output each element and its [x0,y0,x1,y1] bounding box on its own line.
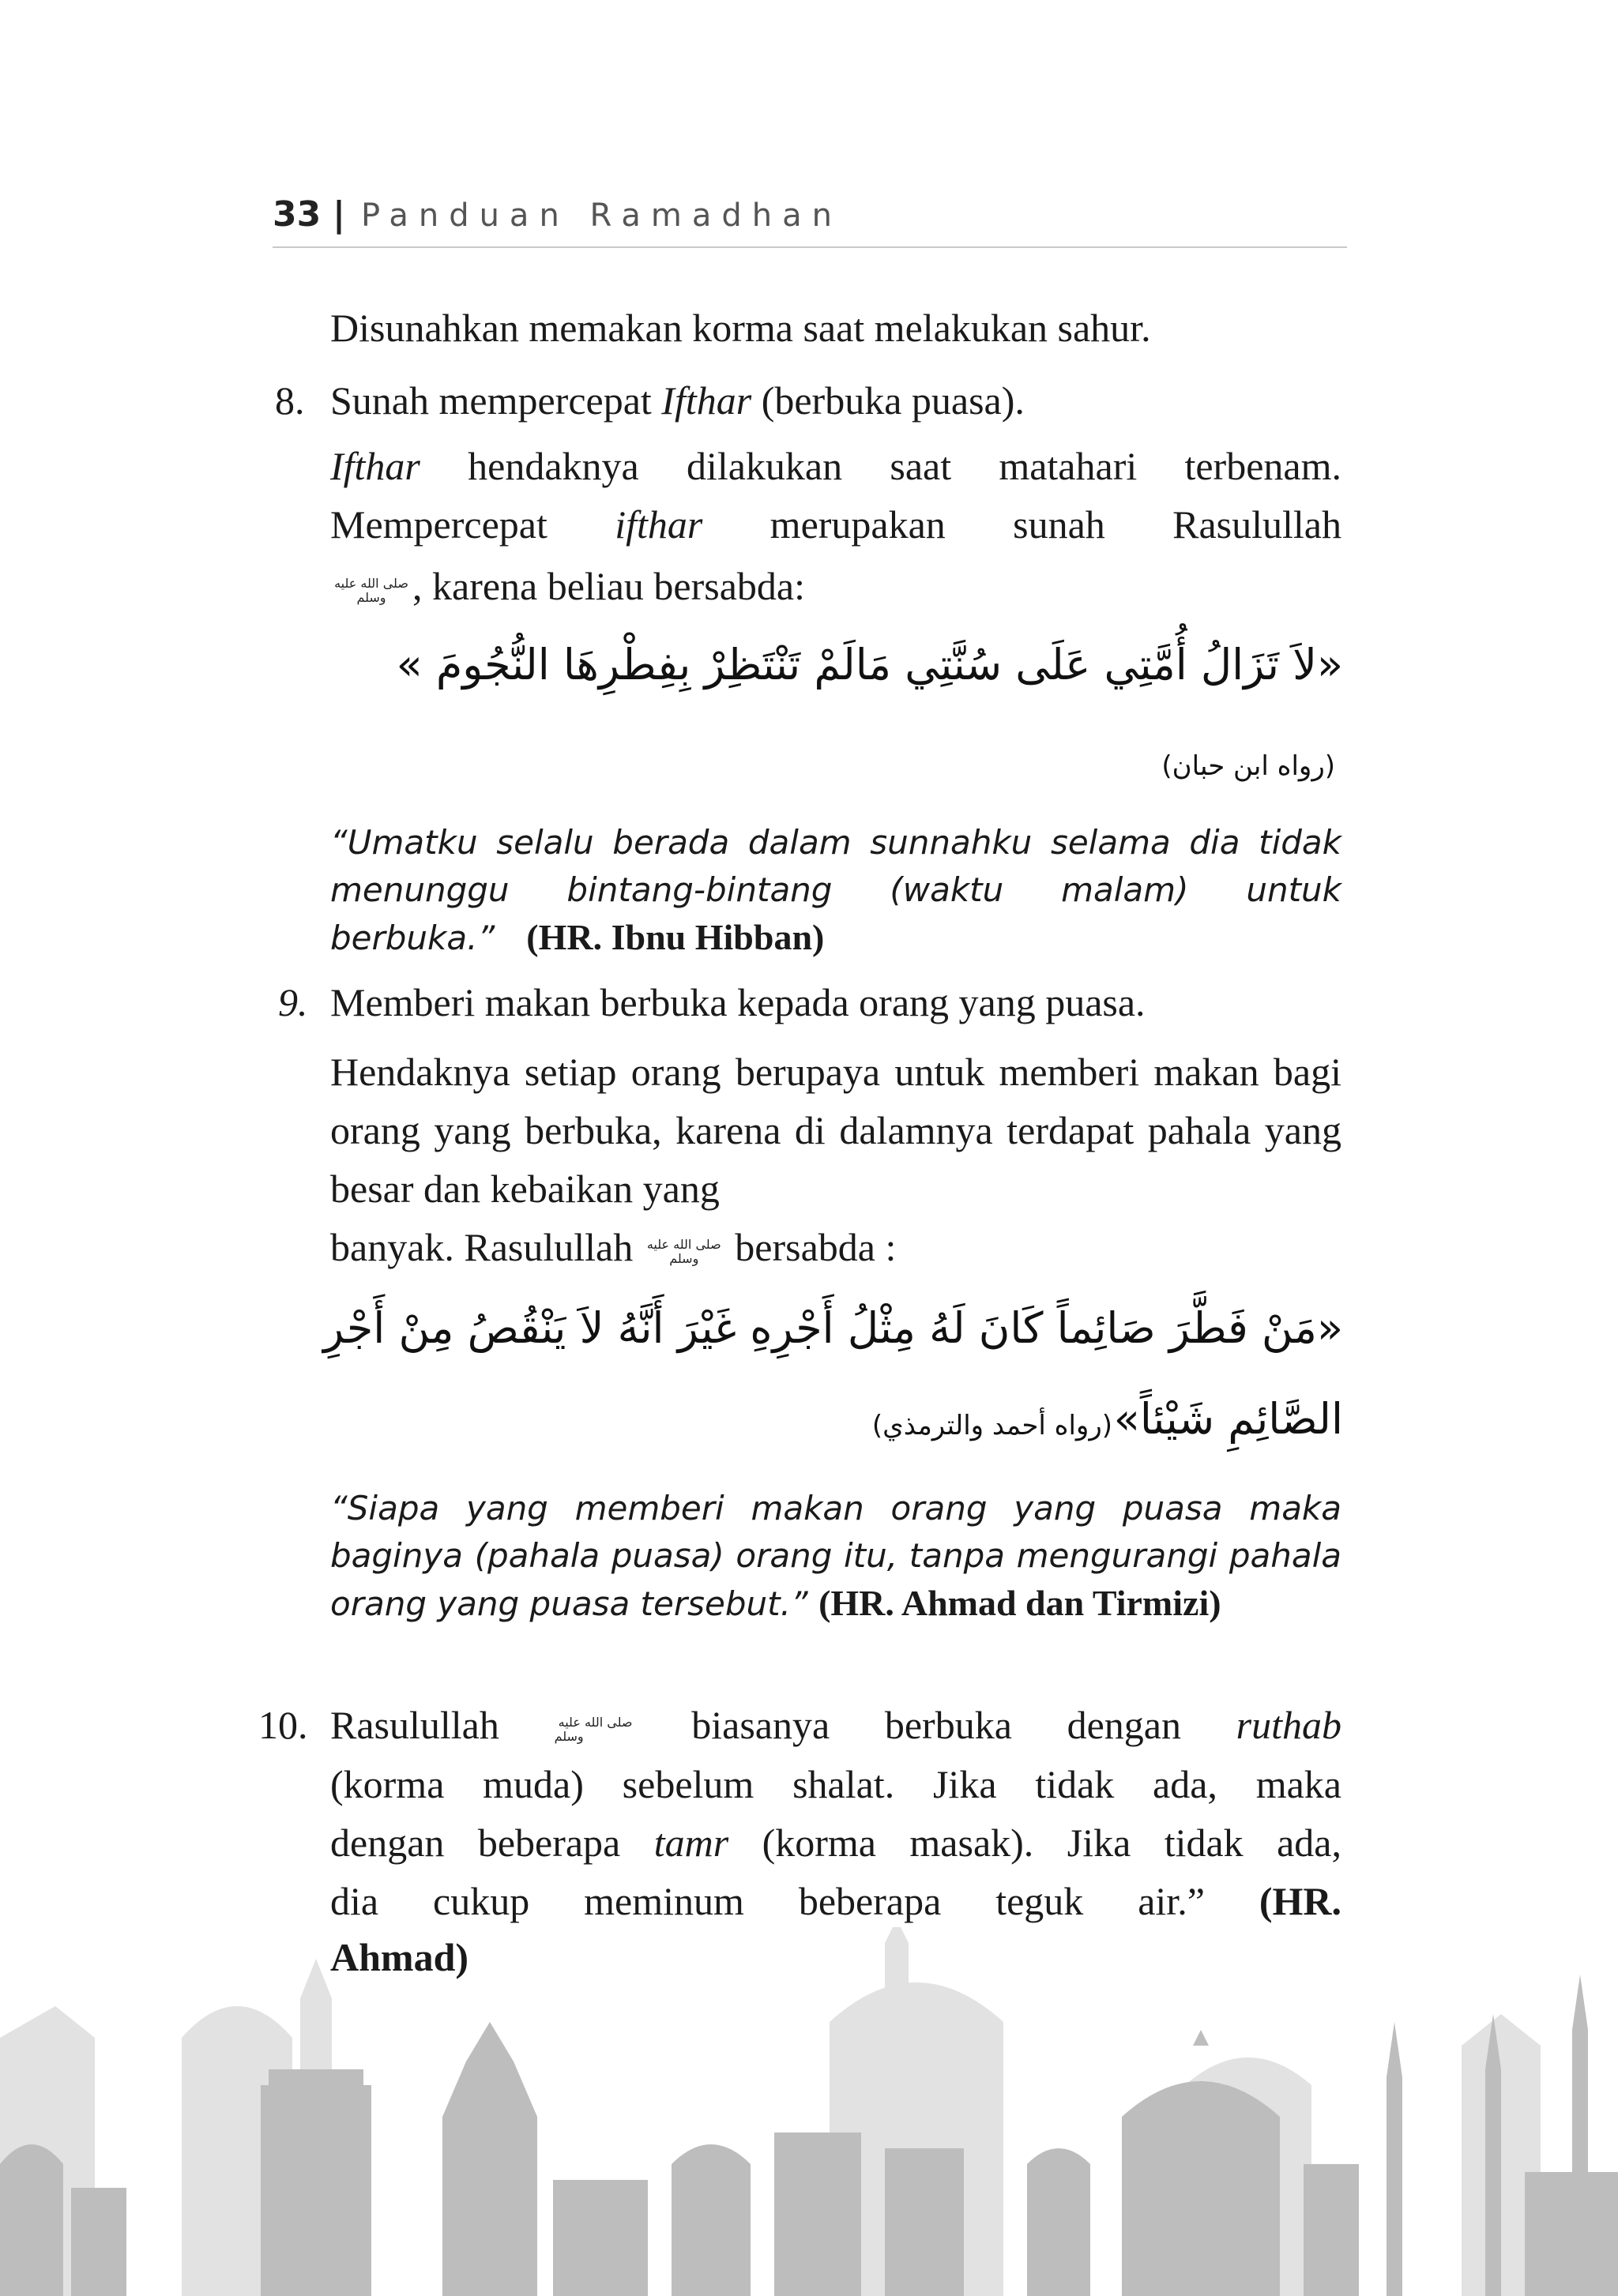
item-10-line-4 [330,1872,1341,1930]
item-8-body-line-2 [330,495,1341,554]
item-9-hadith-arabic-line-2: الصَّائِمِ شَيْئاً» [1113,1394,1343,1444]
item-8-body-italic-1: Ifthar [330,444,420,488]
item-8-body-pre-2: Mempercepat [330,502,615,547]
item-8-body-line-1 [330,437,1341,495]
item-9-body-end [330,1218,1341,1276]
item-8-body-rest-1: hendaknya dilakukan saat matahari terbenam. [420,444,1341,488]
item-9-narrator-arabic: (رواه أحمد والترمذي) [871,1410,1112,1441]
item-10-line-3-italic: tamr [653,1821,729,1865]
item-10-line-3-post: (korma masak). Jika tidak ada, [728,1821,1342,1865]
item-10-line-5-ref: Ahmad) [330,1935,469,1979]
item-9-translation-ref: (HR. Ahmad dan Tirmizi) [818,1583,1221,1623]
saw-honorific-2: صلى الله عليه وسلم [646,1236,721,1266]
item-10-line-3 [330,1813,1341,1872]
header-separator: | [333,194,346,235]
item-9-body-end-pre: banyak. Rasulullah [330,1225,634,1269]
page-header [273,194,1347,250]
header-divider [273,246,1347,248]
item-9-translation-text: “Siapa yang memberi makan orang yang puasa maka baginya (pahala puasa) orang itu, tanpa mengurangi pahala orang yang puasa tersebut.” [330,1489,1341,1623]
item-8-heading-text: Sunah mempercepat [330,378,662,423]
item-8-body-text-3: , karena beliau bersabda: [412,564,805,608]
page-number: 33 [273,194,322,235]
item-8-body-italic-2: ifthar [615,502,703,547]
item-8-heading-italic: Ifthar [661,378,752,423]
city-skyline-illustration [0,1927,1618,2296]
intro-line: Disunahkan memakan korma saat melakukan sahur. [330,306,1151,350]
item-9-heading: Memberi makan berbuka kepada orang yang puasa. [330,980,1146,1024]
item-8-translation-text: “Umatku selalu berada dalam sunnahku selama dia tidak menunggu bintang-bintang (waktu malam) untuk berbuka.” [330,823,1341,957]
item-8-translation-ref: (HR. Ibnu Hibban) [526,917,825,957]
item-8-translation [330,819,1341,962]
item-8-body-post-2: merupakan sunah Rasulullah [702,502,1341,547]
item-10-line-2: (korma muda) sebelum shalat. Jika tidak ada, maka [330,1762,1341,1806]
item-10-line-1 [330,1696,1341,1754]
item-9-body: Hendaknya setiap orang berupaya untuk memberi makan bagi orang yang berbuka, karena di dalamnya terdapat pahala yang besar dan kebaikan yang [330,1050,1341,1211]
item-8-narrator-arabic: (رواه ابن حبان) [1161,750,1335,782]
saw-honorific-3: صلى الله عليه وسلم [554,1714,633,1744]
item-9-hadith-arabic-line-1: «مَنْ فَطَّرَ صَائِماً كَانَ لَهُ مِثْلُ أَجْرِهِ غَيْرَ أَنَّهُ لاَ يَنْقُصُ مِنْ أَجْرِ [323,1303,1343,1353]
item-8-heading [330,371,1341,430]
item-8-body-line-3 [330,557,1341,615]
item-9-translation [330,1485,1341,1628]
item-8-number: 8. [275,378,305,423]
item-10-line-1-pre: Rasulullah [330,1703,499,1747]
item-10-line-1-italic: ruthab [1236,1703,1342,1747]
item-10-line-3-pre: dengan beberapa [330,1821,654,1865]
item-10-line-4-ref: (HR. [1259,1879,1341,1923]
item-10-line-1-mid: biasanya berbuka dengan [691,1703,1181,1747]
item-10-number: 10. [258,1703,308,1747]
item-8-hadith-arabic: «لاَ تَزَالُ أُمَّتِي عَلَى سُنَّتِي مَالَمْ تَنْتَظِرْ بِفِطْرِهَا النُّجُومَ » [396,640,1343,690]
item-9-body-end-post: bersabda : [735,1225,897,1269]
book-title: Panduan Ramadhan [361,197,843,234]
item-10-line-4-text: dia cukup meminum beberapa teguk air.” [330,1879,1205,1923]
saw-honorific-1: صلى الله عليه وسلم [334,575,408,605]
item-8-heading-post: (berbuka puasa). [751,378,1025,423]
item-9-number: 9. [278,980,308,1024]
